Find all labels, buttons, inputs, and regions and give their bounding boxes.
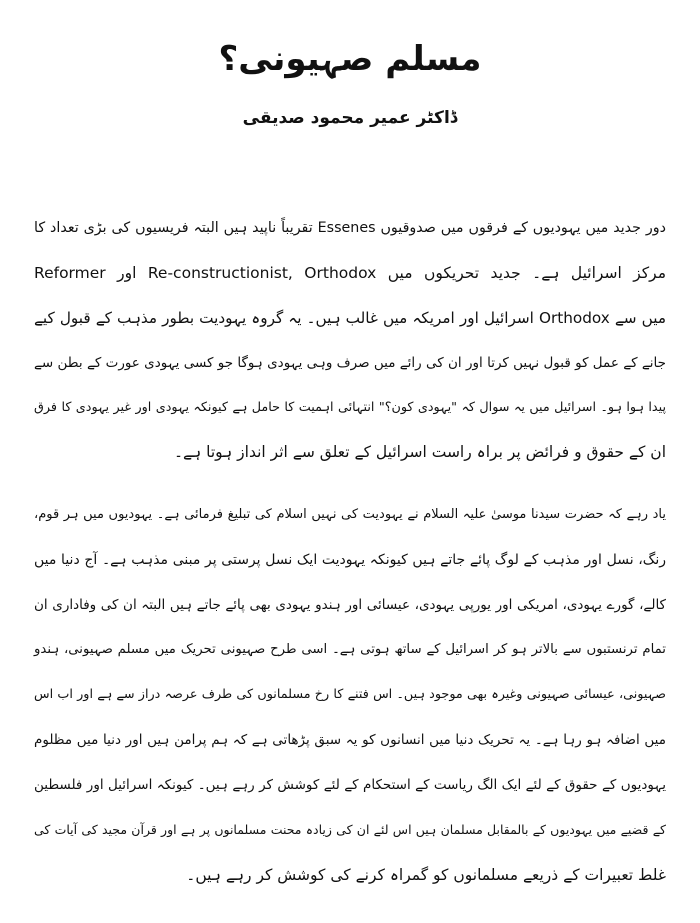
- text-line: غلط تعبیرات کے ذریعے مسلمانوں کو گمراہ کرنے کی کوشش کر رہے ہیں۔: [186, 866, 666, 884]
- document-title: مسلم صہیونی؟: [218, 39, 482, 79]
- text-line: مرکز اسرائیل ہے۔ جدید تحریکوں میں Re-constructionist, Orthodox اور Reformer: [34, 264, 666, 282]
- text-line: میں اضافہ ہو رہا ہے۔ یہ تحریک دنیا میں انسانوں کو یہ سبق پڑھاتی ہے کہ ہم پرامن ہیں اور دنیا میں مظلوم: [34, 732, 666, 748]
- text-line: کالے، گورے یہودی، امریکی اور یورپی یہودی، عیسائی اور ہندو یہودی بھی پائے جاتے ہیں البتہ ان کی وفاداری ان: [34, 597, 666, 613]
- text-line: تمام ترنستبوں سے بالاتر ہو کر اسرائیل کے ساتھ ہوتی ہے۔ اسی طرح صہیونی تحریک میں مسلم صہیونی، ہندو: [34, 642, 666, 657]
- text-line: دور جدید میں یہودیوں کے فرقوں میں صدوقیوں Essenes تقریباً ناپید ہیں البتہ فریسیوں کی بڑی تعداد کا: [34, 220, 666, 236]
- text-line: میں سے Orthodox اسرائیل اور امریکہ میں غالب ہیں۔ یہ گروہ یہودیت بطور مذہب کے قبول کیے: [34, 309, 666, 327]
- text-line: پیدا ہوا ہو۔ اسرائیل میں یہ سوال کہ "یہودی کون؟" انتہائی اہمیت کا حامل ہے کیونکہ یہودی اور غیر یہودی کا فرق: [34, 400, 666, 415]
- text-line: رنگ، نسل اور مذہب کے لوگ پائے جاتے ہیں کیونکہ یہودیت ایک نسل پرستی پر مبنی مذہب ہے۔ آج دنیا میں: [34, 552, 666, 568]
- text-line: یاد رہے کہ حضرت سیدنا موسیٰ علیہ السلام نے یہودیت کی نہیں اسلام کی تبلیغ فرمائی ہے۔ یہودیوں میں ہر قوم،: [34, 507, 666, 522]
- text-line: صہیونی، عیسائی صہیونی وغیرہ بھی موجود ہیں۔ اس فتنے کا رخ مسلمانوں کی طرف عرصہ دراز سے ہے اور اب اس: [34, 687, 666, 702]
- text-line: یہودیوں کے حقوق کے لئے ایک الگ ریاست کے استحکام کے لئے کوشش کر رہے ہیں۔ کیونکہ اسرائیل اور فلسطین: [34, 777, 666, 793]
- text-line: ان کے حقوق و فرائض پر براہ راست اسرائیل کے تعلق سے اثر انداز ہوتا ہے۔: [173, 443, 666, 461]
- text-line: کے قضیے میں یہودیوں کے بالمقابل مسلمان ہیں اس لئے ان کی زیادہ محنت مسلمانوں پر ہے اور قرآن مجید کی آیات کی: [34, 822, 666, 837]
- text-line: جانے کے عمل کو قبول نہیں کرتا اور ان کی رائے میں صرف وہی یہودی ہوگا جو کسی یہودی عورت کے بطن سے: [34, 355, 666, 371]
- author-name: ڈاکٹر عمیر محمود صدیقی: [242, 108, 458, 128]
